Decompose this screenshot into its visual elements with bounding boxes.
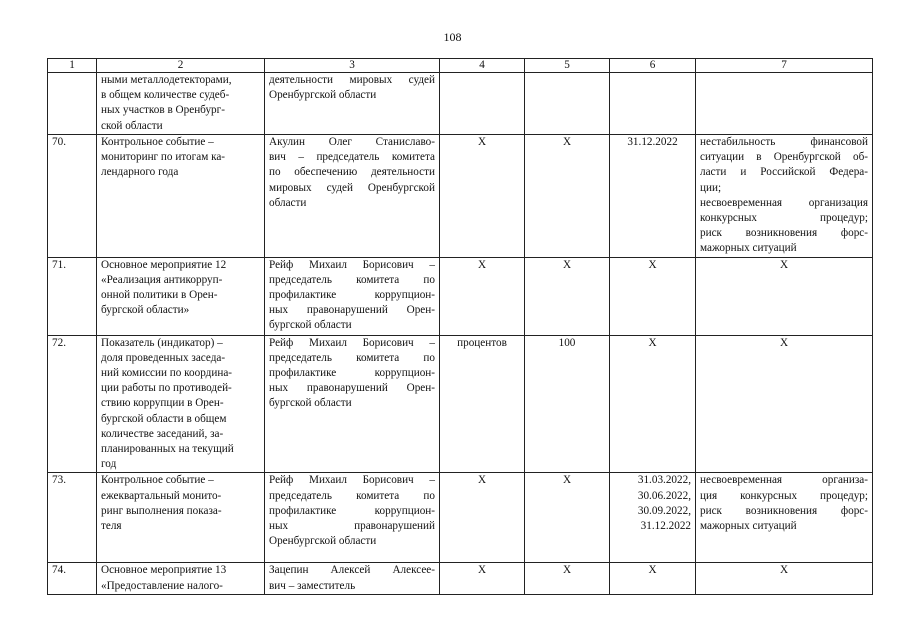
column-header-3: 3 [265,59,440,73]
cell-line: нестабильность финансовой [700,136,868,148]
cell-line: Основное мероприятие 13 [101,564,227,577]
deadline-cell: Х [610,335,696,473]
cell-line: 31.03.2022, [637,474,691,487]
cell-line: количестве заседаний, за- [101,427,224,440]
cell-line: мажорных ситуаций [700,520,797,533]
cell-line: бургской области в общем [101,412,227,425]
value-cell: 100 [525,335,610,473]
item-name-cell [97,257,265,335]
cell-line: риск возникновения форс- [700,227,868,240]
cell-line: ции; [700,181,722,194]
cell-line: ствию коррупции в Орен- [101,397,224,410]
risks-cell [696,73,873,135]
unit-cell: Х [440,473,525,563]
cell-line: ской области [101,119,163,132]
deadline-cell [610,473,696,563]
cell-line: доля проведенных заседа- [101,351,226,364]
cell-line: Контрольное событие – [101,474,214,487]
cell-line: ситуации в Оренбургской об- [700,151,868,164]
item-name-cell [97,335,265,473]
cell-line: профилактике коррупцион- [269,367,435,380]
cell-line: ежеквартальный монито- [101,489,222,502]
cell-line: бургской области» [101,304,190,317]
column-header-1: 1 [48,59,97,73]
cell-line: ных правонарушений Орен- [269,304,435,317]
page-number: 108 [443,30,462,44]
row-number [48,73,97,135]
table-row [48,563,873,594]
cell-line: Контрольное событие – [101,136,214,148]
cell-line: ных участков в Оренбург- [101,104,225,117]
row-number: 71. [48,257,97,335]
responsible-cell [265,257,440,335]
cell-line: «Предоставление налого- [101,579,223,592]
column-header-2: 2 [97,59,265,73]
cell-line: ласти и Российской Федера- [700,166,868,179]
cell-line: мониторинг по итогам ка- [101,151,226,164]
cell-line: ных правонарушений Орен- [269,382,435,395]
row-number: 74. [48,563,97,594]
cell-line: председатель комитета по [269,351,435,364]
cell-line: в общем количестве судеб- [101,89,230,102]
responsible-cell [265,473,440,563]
unit-cell: Х [440,563,525,594]
cell-line: Рейф Михаил Борисович – [269,474,435,487]
cell-line: мажорных ситуаций [700,242,797,255]
cell-line: Показатель (индикатор) – [101,336,223,349]
responsible-cell [265,73,440,135]
unit-cell: Х [440,135,525,258]
deadline-cell: Х [610,257,696,335]
cell-line: ции работы по противодей- [101,382,232,395]
cell-line: по обеспечению деятельности [269,166,435,179]
cell-line: планированных на текущий [101,443,234,456]
cell-line: онной политики в Орен- [101,289,218,302]
cell-line: председатель комитета по [269,273,435,286]
risks-cell [696,135,873,258]
risks-cell [696,473,873,563]
cell-line: теля [101,520,122,533]
cell-line: ными металлодетекторами, [101,74,232,86]
cell-line: ринг выполнения показа- [101,504,222,517]
unit-cell: Х [440,257,525,335]
value-cell [525,73,610,135]
responsible-cell [265,563,440,594]
program-table [47,58,873,595]
deadline-cell: Х [610,563,696,594]
cell-line: Акулин Олег Станиславо- [269,136,435,148]
cell-line: Оренбургской области [269,535,377,548]
table-row [48,473,873,563]
header-row [48,59,873,73]
cell-line: председатель комитета по [269,489,435,502]
cell-line: ний комиссии по координа- [101,367,233,380]
cell-line: профилактике коррупцион- [269,289,435,302]
table-body [48,73,873,595]
row-number: 70. [48,135,97,258]
value-cell: Х [525,563,610,594]
value-cell: Х [525,135,610,258]
cell-line: Зацепин Алексей Алексее- [269,564,435,577]
cell-line: ция конкурсных процедур; [700,489,868,502]
cell-line: профилактике коррупцион- [269,504,435,517]
cell-line: мировых судей Оренбургской [269,181,435,194]
cell-line: несвоевременная организа- [700,474,868,487]
deadline-cell: 31.12.2022 [610,135,696,258]
cell-line: несвоевременная организация [700,196,868,209]
cell-line: конкурсных процедур; [700,212,868,225]
deadline-cell [610,73,696,135]
cell-line: вич – заместитель [269,579,356,592]
cell-line: лендарного года [101,166,179,179]
risks-cell: Х [696,563,873,594]
table-row [48,135,873,258]
row-number: 72. [48,335,97,473]
responsible-cell [265,335,440,473]
table-row [48,335,873,473]
cell-line: «Реализация антикорруп- [101,273,223,286]
cell-line: 31.12.2022 [640,520,691,533]
cell-line: Рейф Михаил Борисович – [269,258,435,271]
column-header-4: 4 [440,59,525,73]
cell-line: 30.09.2022, [637,504,691,517]
value-cell: Х [525,473,610,563]
item-name-cell [97,563,265,594]
cell-line: области [269,196,307,209]
column-header-7: 7 [696,59,873,73]
item-name-cell [97,73,265,135]
cell-line: Рейф Михаил Борисович – [269,336,435,349]
risks-cell: Х [696,335,873,473]
cell-line: вич – председатель комитета [269,151,435,164]
value-cell: Х [525,257,610,335]
table-row [48,73,873,135]
responsible-cell [265,135,440,258]
cell-line: 30.06.2022, [637,489,691,502]
unit-cell [440,73,525,135]
item-name-cell [97,135,265,258]
unit-cell: процентов [440,335,525,473]
table-row [48,257,873,335]
row-number: 73. [48,473,97,563]
cell-line: ных правонарушений [269,520,435,533]
cell-line: год [101,458,117,471]
cell-line: риск возникновения форс- [700,504,868,517]
cell-line: Оренбургской области [269,89,377,102]
item-name-cell [97,473,265,563]
risks-cell: Х [696,257,873,335]
cell-line: Основное мероприятие 12 [101,258,227,271]
cell-line: деятельности мировых судей [269,74,435,86]
column-header-6: 6 [610,59,696,73]
cell-line: бургской области [269,319,352,332]
column-header-5: 5 [525,59,610,73]
cell-line: бургской области [269,397,352,410]
